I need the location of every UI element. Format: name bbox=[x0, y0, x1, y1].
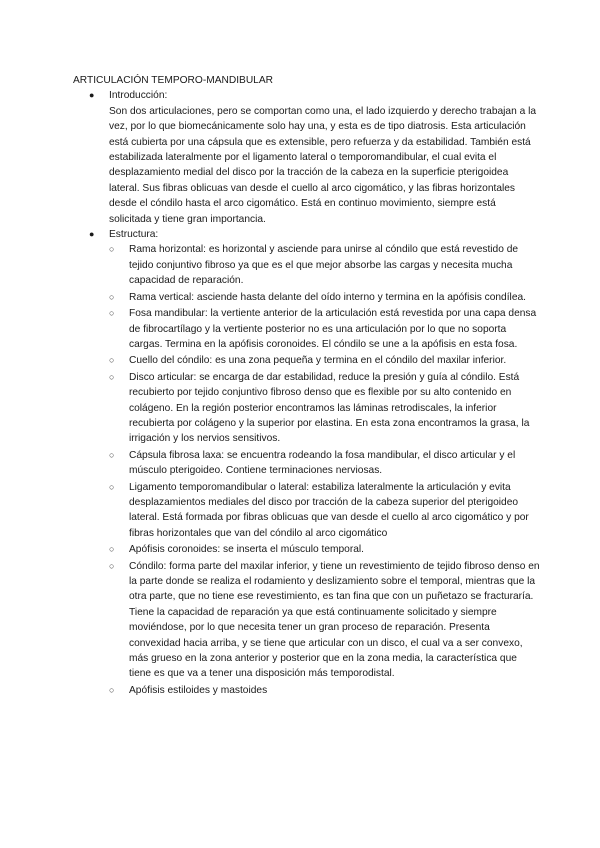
list-item-text: Fosa mandibular: la vertiente anterior de la articulación está revestida por una capa densa de fibrocartílago y la vertiente posterior no es una articulación por lo que no soporta cargas. Termina en la apófisis coronoides. El cóndilo se une a la apófisis en esta fosa. bbox=[129, 308, 537, 350]
section-heading: Introducción: bbox=[109, 90, 168, 102]
circle-bullet-icon: ○ bbox=[109, 544, 115, 555]
list-item-text: Apófisis estiloides y mastoides bbox=[129, 684, 268, 696]
section-paragraph: Son dos articulaciones, pero se comportan como una, el lado izquierdo y derecho trabajan a la vez, por lo que biomecánicamente solo hay una, y esta es de tipo diatrosis. Esta articulación está cubierta por una cápsula que es extensible, pero refuerza y da estabilidad. También está estabilizada lateralmente por el ligamento lateral o temporomandibular, el cual evita el desplazamiento medial del disco por la tracción de la cabeza en la superficie pterigoidea lateral. Sus fibras oblicuas van desde el cuello al arco cigomático, y las fibras horizontales desde el cóndilo hasta el arco cigomático. Está en continuo movimiento, siempre está solicitada y tiene gran importancia. bbox=[109, 105, 536, 225]
list-item-text: Rama horizontal: es horizontal y asciende para unirse al cóndilo que está revestido de tejido conjuntivo fibroso ya que es el que mejor absorbe las cargas y necesita mucha capacidad de reparación. bbox=[129, 244, 519, 287]
list-item bbox=[109, 370, 540, 447]
circle-bullet-icon: ○ bbox=[109, 371, 115, 382]
structure-list bbox=[109, 242, 540, 698]
list-item-text: Apófisis coronoides: se inserta el músculo temporal. bbox=[129, 544, 364, 556]
circle-bullet-icon: ○ bbox=[109, 308, 115, 319]
section-heading: Estructura: bbox=[109, 229, 159, 241]
circle-bullet-icon: ○ bbox=[109, 560, 115, 571]
bullet-icon: ● bbox=[89, 229, 95, 240]
list-item bbox=[109, 242, 540, 288]
list-item bbox=[109, 480, 540, 542]
list-item bbox=[109, 448, 540, 479]
circle-bullet-icon: ○ bbox=[109, 481, 115, 492]
list-item-text: Cuello del cóndilo: es una zona pequeña y termina en el cóndilo del maxilar inferior. bbox=[129, 355, 507, 367]
list-item-text: Cóndilo: forma parte del maxilar inferior, y tiene un revestimiento de tejido fibroso denso en la parte donde se realiza el rodamiento y deslizamiento sobre el temporal, mientras que la otra parte, que no tiene ese revestimiento, es tan fina que con un puñetazo se fracturaría. Tiene la capacidad de reparación ya que está continuamente solicitado y siempre moviéndose, por lo que necesita tener un gran proceso de reparación. Presenta convexidad hacia arriba, y se tiene que articular con un disco, el cual va a ser convexo, más grueso en la zona anterior y posterior que en la zona media, la característica que tiene es que va a tener una disposición más temporodistal. bbox=[129, 560, 540, 680]
circle-bullet-icon: ○ bbox=[109, 449, 115, 460]
list-item bbox=[109, 306, 540, 352]
list-item-text: Rama vertical: asciende hasta delante del oído interno y termina en la apófisis condílea. bbox=[129, 291, 526, 303]
section-list bbox=[73, 88, 540, 698]
circle-bullet-icon: ○ bbox=[109, 355, 115, 366]
document-title: ARTICULACIÓN TEMPORO-MANDIBULAR bbox=[73, 75, 274, 86]
section-introduction bbox=[89, 88, 540, 227]
list-item-text: Disco articular: se encarga de dar estabilidad, reduce la presión y guía al cóndilo. Está recubierto por tejido conjuntivo fibroso denso que es flexible por su alto contenido en colágeno. En la región posterior encontramos las láminas retrodiscales, la inferior recubierta por colágeno y la superior por elastina. En esta zona encontramos la grasa, la irrigación y los nervios sensitivos. bbox=[129, 371, 530, 445]
circle-bullet-icon: ○ bbox=[109, 684, 115, 695]
section-structure bbox=[89, 227, 540, 698]
bullet-icon: ● bbox=[89, 90, 95, 101]
list-item bbox=[109, 290, 540, 305]
circle-bullet-icon: ○ bbox=[109, 244, 115, 255]
list-item bbox=[109, 542, 540, 557]
list-item bbox=[109, 559, 540, 682]
list-item bbox=[109, 683, 540, 698]
list-item-text: Cápsula fibrosa laxa: se encuentra rodeando la fosa mandibular, el disco articular y el músculo pterigoideo. Contiene terminaciones nerviosas. bbox=[129, 449, 516, 477]
list-item bbox=[109, 353, 540, 368]
circle-bullet-icon: ○ bbox=[109, 291, 115, 302]
list-item-text: Ligamento temporomandibular o lateral: estabiliza lateralmente la articulación y evita desplazamientos mediales del disco por tracción de la cabeza superior del pterigoideo lateral. Está formada por fibras oblicuas que van desde el cuello al arco cigomático y por fibras horizontales que van del cóndilo al arco cigomático bbox=[129, 481, 529, 539]
